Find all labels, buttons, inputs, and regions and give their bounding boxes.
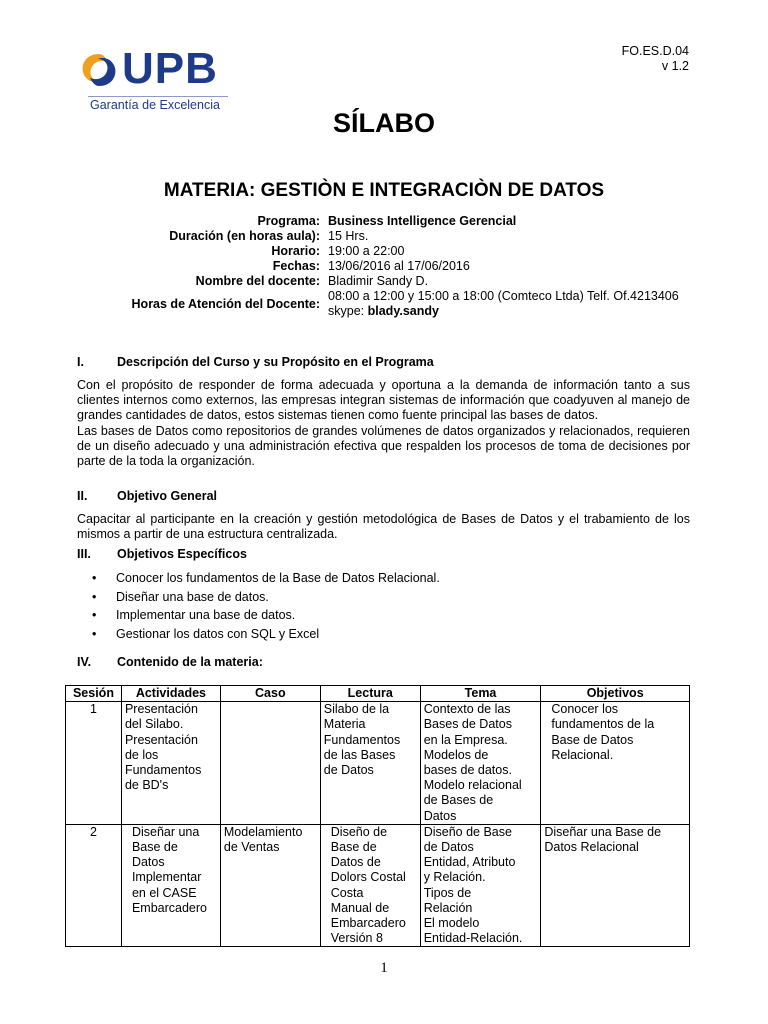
cell-line: Bases de Datos: [423, 717, 512, 732]
cell-line: de las Bases: [323, 747, 396, 762]
section-title: Objetivo General: [117, 489, 218, 503]
cell-caso: [220, 702, 320, 825]
cell-line: Datos de: [330, 855, 381, 870]
cell-line: en el CASE: [131, 885, 197, 900]
paragraph: Las bases de Datos como repositorios de grandes volúmenes de datos organizados y relacionados, requieren de un diseño adecuado y una administración efectiva que respalden los procesos de toma de decisiones por parte de la toda la organización.: [77, 423, 690, 469]
doc-version: v 1.2: [661, 59, 689, 73]
atencion-hours: 08:00 a 12:00 y 15:00 a 18:00 (Comteco Ltda) Telf. Of.4213406: [328, 289, 679, 303]
table-row: [66, 824, 690, 947]
cell-sesion: 2: [66, 824, 122, 947]
cell-line: bases de datos.: [423, 763, 512, 778]
info-duracion: [0, 229, 768, 244]
info-value: Bladimir Sandy D.: [328, 274, 429, 288]
cell-line: Entidad, Atributo: [423, 855, 516, 870]
cell-line: Contexto de las: [423, 702, 511, 717]
cell-line: de los: [124, 747, 159, 762]
section-title: Objetivos Específicos: [117, 547, 247, 561]
cell-caso: [220, 824, 320, 947]
cell-line: Conocer los: [551, 702, 619, 717]
bullet: •: [92, 571, 97, 585]
cell-line: Costa: [330, 885, 364, 900]
list-item: [92, 625, 440, 644]
info-value: 15 Hrs.: [328, 229, 369, 243]
section-2-text: [77, 512, 690, 542]
table-row: [66, 702, 690, 825]
cell-line: de Ventas: [223, 840, 280, 855]
cell-line: Entidad-Relación.: [423, 931, 523, 946]
section-1-text: [77, 378, 690, 469]
cell-line: Datos: [131, 855, 165, 870]
info-value: 13/06/2016 al 17/06/2016: [328, 259, 470, 273]
cell-line: de Datos: [323, 763, 374, 778]
cell-line: Dolors Costal: [330, 870, 406, 885]
cell-line: El modelo: [423, 916, 480, 931]
cell-line: Diseño de: [330, 824, 388, 839]
cell-line: Datos: [423, 808, 457, 823]
info-atencion: [0, 289, 768, 319]
cell-line: y Relación.: [423, 870, 486, 885]
cell-line: Presentación: [124, 732, 198, 747]
subject-title: MATERIA: GESTIÒN E INTEGRACIÒN DE DATOS: [163, 180, 605, 201]
list-item-text: Diseñar una base de datos.: [116, 589, 269, 604]
section-number: III.: [77, 547, 91, 561]
info-value: 19:00 a 22:00: [328, 244, 405, 258]
cell-line: Embarcadero: [330, 916, 406, 931]
cell-line: Diseño de Base: [423, 824, 512, 839]
list-item-text: Conocer los fundamentos de la Base de Datos Relacional.: [116, 571, 440, 585]
skype-handle: blady.sandy: [367, 304, 439, 318]
cell-actividades: [121, 702, 220, 825]
skype-prefix: skype:: [328, 304, 365, 318]
info-programa: [0, 214, 768, 229]
section-heading-4: [77, 655, 263, 669]
cell-lectura: [320, 702, 420, 825]
info-docente: [0, 274, 768, 289]
cell-line: Materia: [323, 717, 366, 732]
section-heading-2: [77, 489, 217, 503]
logo-tagline: Garantía de Excelencia: [90, 98, 220, 112]
cell-objetivos: [541, 824, 690, 947]
atencion-skype: [328, 304, 768, 319]
cell-lectura: [320, 824, 420, 947]
list-item-text: Implementar una base de datos.: [116, 608, 296, 622]
cell-line: Datos Relacional: [544, 840, 639, 855]
info-horario: [0, 244, 768, 259]
cell-line: Silabo de la: [323, 702, 390, 717]
column-header: Tema: [420, 686, 541, 702]
page-title: SÍLABO: [332, 108, 435, 138]
section-heading-3: [77, 547, 247, 561]
cell-line: Tipos de: [423, 885, 472, 900]
info-label: Programa:: [257, 214, 320, 228]
cell-line: Embarcadero: [131, 900, 207, 915]
cell-line: en la Empresa.: [423, 732, 508, 747]
column-header: Sesión: [66, 686, 122, 702]
column-header: Lectura: [320, 686, 420, 702]
cell-line: Diseñar una: [131, 824, 200, 839]
list-item: [92, 606, 440, 625]
doc-code: FO.ES.D.04: [621, 44, 689, 58]
section-heading-1: [77, 355, 434, 369]
upb-swirl-icon: [78, 50, 120, 90]
course-info: [0, 214, 768, 319]
info-label: Duración (en horas aula):: [169, 229, 320, 243]
cell-line: de Bases de: [423, 793, 494, 808]
section-number: II.: [77, 489, 88, 503]
bullet: •: [92, 608, 97, 622]
document-code: [622, 44, 689, 74]
cell-actividades: [121, 824, 220, 947]
logo-wordmark: UPB: [122, 44, 218, 93]
info-value: Business Intelligence Gerencial: [328, 214, 517, 228]
section-number: IV.: [77, 655, 92, 669]
list-item: [92, 588, 440, 607]
page-number: 1: [380, 960, 388, 976]
info-label: Nombre del docente:: [195, 274, 320, 288]
cell-line: Presentación: [124, 702, 198, 717]
bullet: •: [92, 589, 97, 604]
table-header-row: [66, 686, 690, 702]
info-label: Horario:: [271, 244, 320, 258]
cell-sesion: 1: [66, 702, 122, 825]
cell-line: Base de Datos: [551, 732, 634, 747]
column-header: Actividades: [121, 686, 220, 702]
cell-line: Base de: [330, 840, 377, 855]
cell-line: Relacional.: [551, 747, 614, 762]
cell-objetivos: [541, 702, 690, 825]
cell-line: Modelo relacional: [423, 778, 522, 793]
bullet: •: [92, 626, 97, 641]
list-item-text: Gestionar los datos con SQL y Excel: [116, 626, 320, 641]
info-label: Horas de Atención del Docente:: [131, 296, 320, 311]
cell-line: Relación: [423, 900, 473, 915]
cell-line: Diseñar una Base de: [544, 824, 662, 839]
cell-line: Modelos de: [423, 747, 489, 762]
upb-logo: [78, 44, 238, 116]
cell-line: Manual de: [330, 900, 390, 915]
content-table: [65, 685, 690, 947]
cell-line: Base de: [131, 840, 178, 855]
cell-line: del Silabo.: [124, 717, 184, 732]
section-title: Contenido de la materia:: [117, 655, 263, 669]
list-item: [92, 569, 440, 588]
info-label: Fechas:: [272, 259, 320, 273]
column-header: Caso: [220, 686, 320, 702]
paragraph: Capacitar al participante en la creación y gestión metodológica de Bases de Datos y el trabamiento de los mismos a partir de una estructura centralizada.: [77, 512, 690, 542]
logo-divider: [88, 96, 228, 97]
cell-line: Fundamentos: [323, 732, 401, 747]
cell-line: Versión 8: [330, 931, 383, 946]
cell-line: Implementar: [131, 870, 202, 885]
cell-tema: [420, 824, 541, 947]
specific-objectives-list: [92, 569, 440, 643]
cell-line: Fundamentos: [124, 763, 202, 778]
cell-tema: [420, 702, 541, 825]
cell-line: fundamentos de la: [551, 717, 655, 732]
cell-line: de BD's: [124, 778, 169, 793]
section-number: I.: [77, 355, 84, 369]
info-value: [328, 289, 768, 319]
paragraph: Con el propósito de responder de forma adecuada y oportuna a la demanda de información tanto a sus clientes internos como externos, las empresas integran sistemas de información que coadyuven al manejo de grandes cantidades de datos, estos sistemas tienen como fuente principal las bases de datos.: [77, 378, 690, 423]
section-title: Descripción del Curso y su Propósito en el Programa: [117, 355, 434, 369]
column-header: Objetivos: [541, 686, 690, 702]
cell-line: de Datos: [423, 840, 474, 855]
cell-line: Modelamiento: [223, 824, 303, 839]
info-fechas: [0, 259, 768, 274]
